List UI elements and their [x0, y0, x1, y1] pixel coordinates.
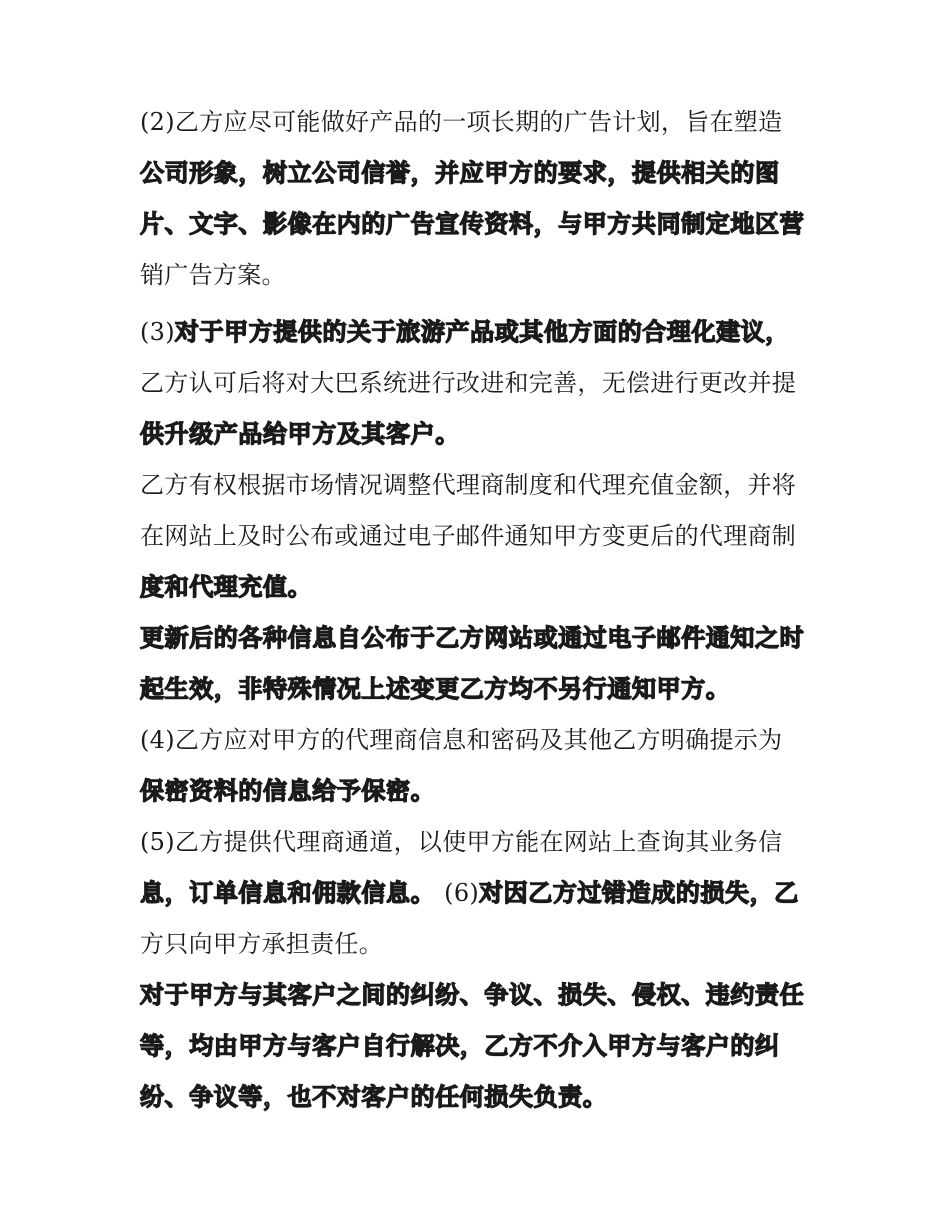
paragraph-line: (4)乙方应对甲方的代理商信息和密码及其他乙方明确提示为: [140, 726, 783, 754]
paragraph-line: 销广告方案。: [140, 261, 286, 289]
paragraph-line: (2)乙方应尽可能做好产品的一项长期的广告计划，旨在塑造: [140, 108, 783, 136]
paragraph-line: 保密资料的信息给予保密。: [140, 777, 436, 805]
paragraph-line: 公司形象，树立公司信誉，并应甲方的要求，提供相关的图: [140, 159, 780, 187]
paragraph-line: 供升级产品给甲方及其客户。: [140, 420, 460, 448]
paragraph-line: 度和代理充值。: [140, 573, 313, 601]
item-number: (6): [444, 879, 480, 907]
paragraph-line: [140, 315, 790, 349]
item-number: (3): [140, 318, 175, 346]
paragraph-line: 乙方有权根据市场情况调整代理商制度和代理充值金额，并将: [140, 471, 797, 499]
paragraph-line: [140, 876, 799, 910]
paragraph-line: 乙方认可后将对大巴系统进行改进和完善，无偿进行更改并提: [140, 369, 797, 397]
paragraph-line: 起生效，非特殊情况上述变更乙方均不另行通知甲方。: [140, 675, 731, 703]
paragraph-line: 对于甲方与其客户之间的纠纷、争议、损失、侵权、违约责任: [140, 981, 805, 1009]
paragraph-line: 等，均由甲方与客户自行解决，乙方不介入甲方与客户的纠: [140, 1032, 780, 1060]
paragraph-line: 更新后的各种信息自公布于乙方网站或通过电子邮件通知之时: [140, 624, 805, 652]
paragraph-line: 纷、争议等，也不对客户的任何损失负责。: [140, 1083, 608, 1111]
paragraph-line: 在网站上及时公布或通过电子邮件通知甲方变更后的代理商制: [140, 522, 797, 550]
line-text: 对于甲方提供的关于旅游产品或其他方面的合理化建议，: [174, 318, 790, 346]
paragraph-line: (5)乙方提供代理商通道，以使甲方能在网站上查询其业务信: [140, 828, 783, 856]
paragraph-line: 片、文字、影像在内的广告宣传资料，与甲方共同制定地区营: [140, 210, 805, 238]
paragraph-line: 方只向甲方承担责任。: [140, 930, 383, 958]
line-text: 对因乙方过错造成的损失，乙: [479, 879, 799, 907]
line-text: 息，订单信息和佣款信息。: [140, 879, 445, 907]
